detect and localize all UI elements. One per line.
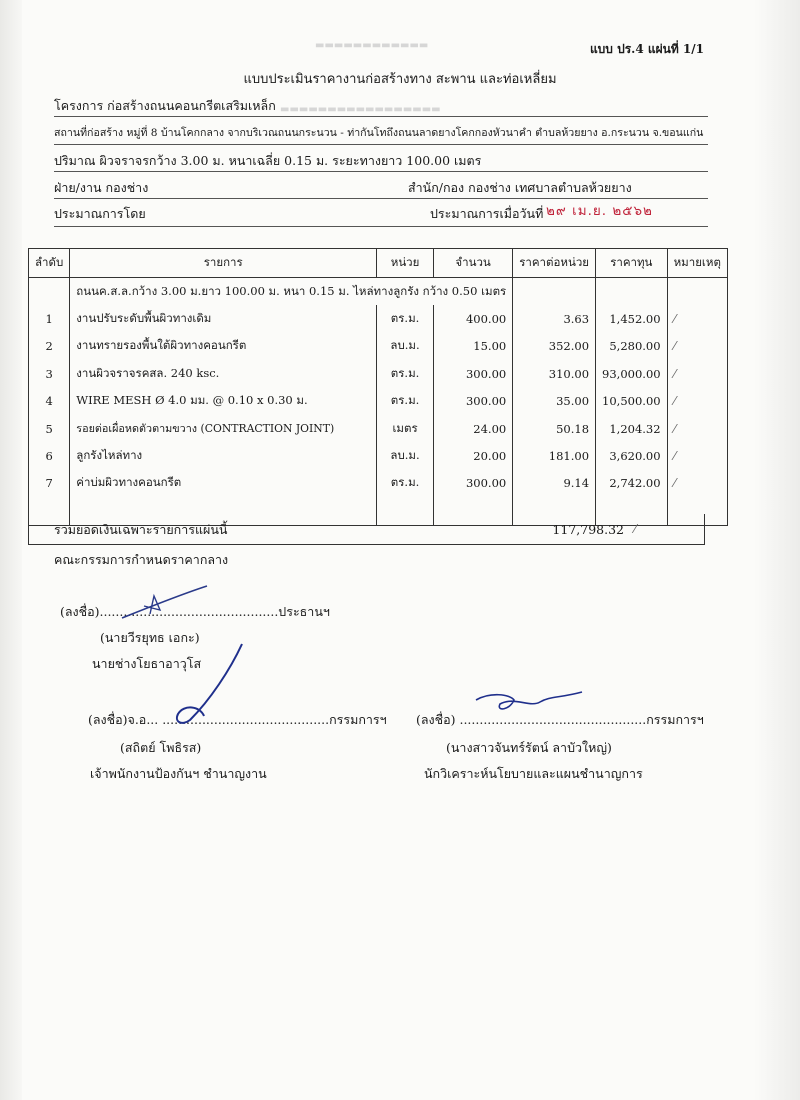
department: ฝ่าย/งาน กองช่าง <box>54 180 149 195</box>
row-description: ค่าบ่มผิวทางคอนกรีต <box>70 470 377 497</box>
table-row-intro <box>29 278 728 306</box>
divider <box>54 226 708 227</box>
row-description: WIRE MESH Ø 4.0 มม. @ 0.10 x 0.30 ม. <box>70 388 377 415</box>
row-quantity: 24.00 <box>434 415 513 442</box>
document-title: แบบประเมินราคางานก่อสร้างทาง สะพาน และท่อเหลี่ยม <box>243 72 557 87</box>
row-no: 1 <box>29 305 70 332</box>
table-header-row <box>29 249 728 278</box>
row-unit-price: 3.63 <box>513 305 596 332</box>
table-row <box>29 305 728 332</box>
member1-name: (สถิตย์ โพธิรส) <box>120 740 202 755</box>
check-mark-icon: ⁄ <box>667 360 727 387</box>
cost-table <box>28 248 728 526</box>
divider <box>54 116 708 117</box>
header-quantity: จำนวน <box>434 249 513 278</box>
row-no: 7 <box>29 470 70 497</box>
check-mark-icon: ⁄ <box>667 470 727 497</box>
row-quantity: 300.00 <box>434 470 513 497</box>
row-unit: ลบ.ม. <box>377 442 434 469</box>
table-row <box>29 360 728 387</box>
row-unit-price: 181.00 <box>513 442 596 469</box>
row-unit-price: 352.00 <box>513 333 596 360</box>
check-mark-icon: ⁄ <box>667 305 727 332</box>
row-unit-price: 310.00 <box>513 360 596 387</box>
row-quantity: 400.00 <box>434 305 513 332</box>
chair-signature <box>112 580 212 625</box>
header-description: รายการ <box>70 249 377 278</box>
row-cost: 10,500.00 <box>596 388 668 415</box>
header-no: ลำดับ <box>29 249 70 278</box>
header-unit: หน่วย <box>377 249 434 278</box>
row-quantity: 300.00 <box>434 360 513 387</box>
chair-position: นายช่างโยธาอาวุโส <box>92 656 202 671</box>
project-name: โครงการ ก่อสร้างถนนคอนกรีตเสริมเหล็ก <box>54 98 276 113</box>
check-mark-icon: ⁄ <box>667 415 727 442</box>
row-no: 4 <box>29 388 70 415</box>
row-description: ลูกรังไหล่ทาง <box>70 442 377 469</box>
row-cost: 1,452.00 <box>596 305 668 332</box>
table-row <box>29 388 728 415</box>
divider <box>54 198 708 199</box>
form-code: แบบ ปร.4 แผ่นที่ 1/1 <box>589 42 704 56</box>
header-remarks: หมายเหตุ <box>667 249 727 278</box>
member2-signature <box>470 688 590 722</box>
header-unit-price: ราคาต่อหน่วย <box>513 249 596 278</box>
row-description: งานทรายรองพื้นใต้ผิวทางคอนกรีต <box>70 333 377 360</box>
chair-sign-line: (ลงชื่อ).............................................ประธานฯ <box>60 604 330 619</box>
row-unit-price: 35.00 <box>513 388 596 415</box>
row-unit: ตร.ม. <box>377 305 434 332</box>
row-no: 2 <box>29 333 70 360</box>
member2-sign-line: (ลงชื่อ) ...............................................กรรมการฯ <box>416 712 704 727</box>
table-row <box>29 415 728 442</box>
row-description: งานปรับระดับพื้นผิวทางเดิม <box>70 305 377 332</box>
row-description: งานผิวจราจรคสล. 240 ksc. <box>70 360 377 387</box>
row-cost: 93,000.00 <box>596 360 668 387</box>
check-mark-icon: ⁄ <box>667 388 727 415</box>
bleed-through-mark: ▬▬▬▬▬▬▬▬▬▬▬▬▬▬▬▬▬ <box>280 104 441 115</box>
estimated-by: ประมาณการโดย <box>54 206 146 221</box>
row-cost: 1,204.32 <box>596 415 668 442</box>
check-mark-icon: ⁄ <box>667 333 727 360</box>
row-unit: ตร.ม. <box>377 470 434 497</box>
check-mark-icon: ⁄ <box>634 522 637 536</box>
row-quantity: 15.00 <box>434 333 513 360</box>
check-mark-icon: ⁄ <box>667 442 727 469</box>
member2-name: (นางสาวจันทร์รัตน์ ลาบัวใหญ่) <box>446 740 612 755</box>
member1-position: เจ้าพนักงานป้องกันฯ ชำนาญงาน <box>90 766 267 781</box>
row-unit-price: 50.18 <box>513 415 596 442</box>
row-cost: 2,742.00 <box>596 470 668 497</box>
intro-description: ถนนค.ส.ล.กว้าง 3.00 ม.ยาว 100.00 ม. หนา 0.15 ม. ไหล่ทางลูกรัง กว้าง 0.50 เมตร <box>70 278 513 306</box>
row-unit: เมตร <box>377 415 434 442</box>
table-row <box>29 333 728 360</box>
committee-title: คณะกรรมการกำหนดราคากลาง <box>54 552 229 567</box>
row-no: 5 <box>29 415 70 442</box>
row-quantity: 20.00 <box>434 442 513 469</box>
row-description: รอยต่อเผื่อหดตัวตามขวาง (CONTRACTION JOINT) <box>70 415 377 442</box>
estimate-date-stamp: ๒๙ เม.ย. ๒๕๖๒ <box>546 203 653 219</box>
row-unit: ตร.ม. <box>377 360 434 387</box>
row-no: 3 <box>29 360 70 387</box>
project-quantity: ปริมาณ ผิวจราจรกว้าง 3.00 ม. หนาเฉลี่ย 0.15 ม. ระยะทางยาว 100.00 เมตร <box>54 153 482 168</box>
table-row <box>29 470 728 497</box>
table-row <box>29 442 728 469</box>
divider <box>54 171 708 172</box>
member1-sign-line: (ลงชื่อ)จ.อ... ..........................................กรรมการฯ <box>88 712 387 727</box>
bleed-through-mark: ▬▬▬▬▬▬▬▬▬▬▬▬ <box>315 40 429 51</box>
row-unit: ตร.ม. <box>377 388 434 415</box>
header-cost: ราคาทุน <box>596 249 668 278</box>
member2-position: นักวิเคราะห์นโยบายและแผนชำนาญการ <box>424 766 643 781</box>
row-cost: 5,280.00 <box>596 333 668 360</box>
row-no: 6 <box>29 442 70 469</box>
row-unit: ลบ.ม. <box>377 333 434 360</box>
row-unit-price: 9.14 <box>513 470 596 497</box>
estimate-date-label: ประมาณการเมื่อวันที่ <box>430 206 544 221</box>
divider <box>54 144 708 145</box>
member1-signature <box>160 640 250 730</box>
office: สำนัก/กอง กองช่าง เทศบาลตำบลห้วยยาง <box>408 180 632 195</box>
total-value: 117,798.32 <box>552 522 624 537</box>
row-quantity: 300.00 <box>434 388 513 415</box>
total-label: รวมยอดเงินเฉพาะรายการแผ่นนี้ <box>54 522 228 537</box>
chair-name: (นายวีรยุทธ เอกะ) <box>100 630 200 645</box>
row-cost: 3,620.00 <box>596 442 668 469</box>
project-location: สถานที่ก่อสร้าง หมู่ที่ 8 บ้านโคกกลาง จากบริเวณถนนกระนวน - ท่ากันโทถึงถนนลาดยางโคกกองหัวนาคำ ตำบลห้วยยาง อ.กระนวน จ.ขอนแก่น <box>54 127 704 139</box>
